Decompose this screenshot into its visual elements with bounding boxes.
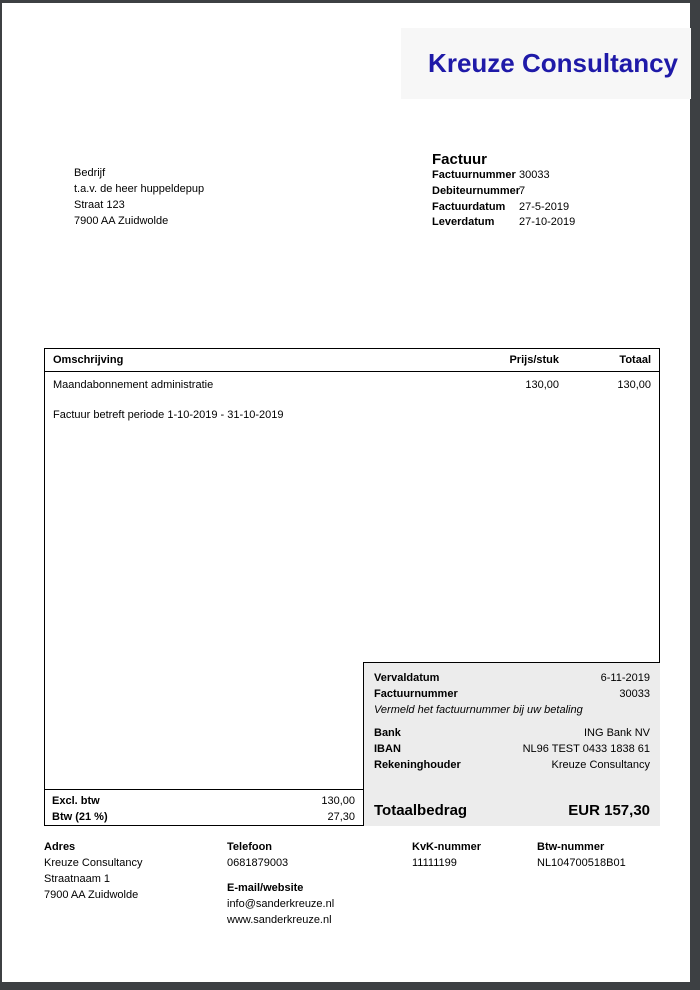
invoice-title: Factuur (432, 151, 488, 168)
company-logo-box (401, 28, 691, 99)
excl-btw-row (44, 794, 363, 810)
footer-address-heading: Adres (44, 841, 76, 853)
iban-value: NL96 TEST 0433 1838 61 (522, 743, 650, 755)
account-holder-row (374, 757, 650, 773)
payment-reference-note: Vermeld het factuurnummer bij uw betaling (374, 704, 583, 716)
delivery-date-label: Leverdatum (432, 216, 495, 229)
footer-btw-column (537, 839, 626, 871)
table-row (45, 372, 659, 391)
account-holder-value: Kreuze Consultancy (551, 759, 650, 771)
delivery-date-value: 27-10-2019 (519, 216, 576, 229)
invoice-meta-block (432, 151, 575, 231)
spacer (227, 871, 334, 880)
footer-address-column (44, 839, 142, 903)
footer-website-value: www.sanderkreuze.nl (227, 914, 332, 926)
debtor-number-label: Debiteurnummer (432, 184, 521, 197)
footer-phone-value: 0681879003 (227, 857, 289, 869)
excl-btw-value: 130,00 (321, 795, 355, 807)
btw-value: 27,30 (327, 810, 355, 823)
footer-address-street: Straatnaam 1 (44, 873, 111, 885)
recipient-city: 7900 AA Zuidwolde (74, 215, 169, 227)
invoice-period-note: Factuur betreft periode 1-10-2019 - 31-10-2019 (53, 409, 284, 421)
header-unit-price: Prijs/stuk (509, 354, 559, 366)
payment-invoice-number-row (374, 686, 650, 702)
invoice-number-value: 30033 (519, 169, 550, 181)
iban-label: IBAN (374, 743, 401, 755)
recipient-street: Straat 123 (74, 199, 125, 211)
spacer (374, 718, 650, 725)
account-holder-label: Rekeninghouder (374, 759, 461, 771)
invoice-date-value: 27-5-2019 (519, 200, 570, 213)
due-date-value: 6-11-2019 (600, 672, 650, 684)
recipient-address-block (74, 165, 204, 229)
total-amount-value: EUR 157,30 (568, 802, 650, 819)
total-amount-label: Totaalbedrag (374, 802, 468, 819)
due-date-label: Vervaldatum (374, 672, 440, 684)
footer-email-value: info@sanderkreuze.nl (227, 898, 335, 910)
footer-address-city: 7900 AA Zuidwolde (44, 889, 139, 901)
footer-kvk-column (412, 839, 481, 871)
debtor-number-value: 7 (519, 184, 526, 197)
footer-email-web-heading: E-mail/website (227, 882, 304, 894)
invoice-date-label: Factuurdatum (432, 200, 506, 213)
invoice-number-label: Factuurnummer (432, 169, 516, 181)
footer-kvk-value: 11111199 (412, 857, 457, 869)
debtor-number-row (432, 184, 575, 200)
total-amount-row (374, 802, 650, 819)
bank-row (374, 725, 650, 741)
footer-kvk-heading: KvK-nummer (412, 841, 482, 853)
company-logo-text: Kreuze Consultancy (428, 48, 678, 78)
bank-label: Bank (374, 727, 401, 739)
item-unit-price: 130,00 (525, 379, 559, 391)
recipient-company: Bedrijf (74, 167, 106, 179)
recipient-attn: t.a.v. de heer huppeldepup (74, 183, 205, 195)
header-description: Omschrijving (53, 354, 124, 366)
btw-row (44, 810, 363, 826)
footer-btw-value: NL104700518B01 (537, 857, 626, 869)
header-total: Totaal (619, 354, 651, 366)
invoice-page (2, 3, 690, 982)
due-date-row (374, 670, 650, 686)
btw-label: Btw (21 %) (52, 810, 108, 823)
footer-contact-column (227, 839, 334, 928)
footer-address-company: Kreuze Consultancy (44, 857, 143, 869)
table-header-row (45, 349, 659, 372)
invoice-date-row (432, 200, 575, 216)
delivery-date-row (432, 215, 575, 231)
footer-phone-heading: Telefoon (227, 841, 273, 853)
tax-summary-block (44, 789, 363, 825)
excl-btw-label: Excl. btw (52, 795, 100, 807)
payment-invoice-number-value: 30033 (619, 688, 650, 700)
item-description: Maandabonnement administratie (53, 379, 214, 391)
payment-summary-box (363, 662, 660, 826)
item-total: 130,00 (617, 379, 651, 391)
footer-btw-heading: Btw-nummer (537, 841, 605, 853)
iban-row (374, 741, 650, 757)
payment-invoice-number-label: Factuurnummer (374, 688, 458, 700)
bank-value: ING Bank NV (583, 727, 650, 739)
invoice-number-row (432, 168, 575, 184)
